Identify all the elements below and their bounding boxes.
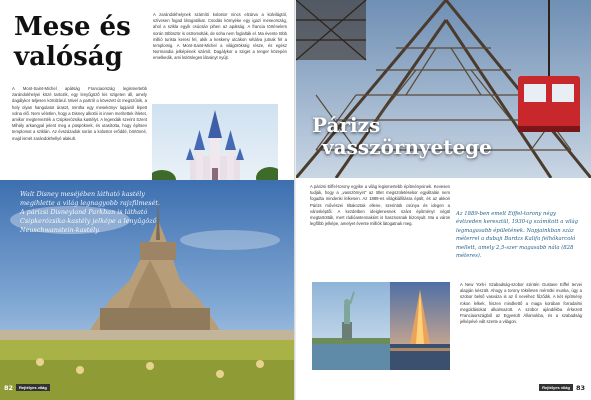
right-folio: [539, 383, 585, 392]
left-folio: [4, 383, 50, 392]
left-body-column-1: A Mont-Saint-Michel apátság Franciaország legismertebb zarándokhelyei közé tartozik, egy lenyűgöző kis szigeten áll, amely dagálykor teljesen körülzárul. Mivel a partról a kövezett út megszűnik, a hely olyan hangulatot áraszt, mintha egy mesekönyv lapjairól lépett volna elő. Nem véletlen, hogy a Disney alkotói is innen merítettek ihletet, amikor megtervezték a Csipkerózsika kastélyt. A legendák szerint Szent Mihály arkangyal jelent meg a püspöknek, és utasította, hogy építsen templomot a sziklán. Az évszázadok során a kolostor erőddé, börtönné, majd ismét zarándokhellyé alakult.: [12, 86, 147, 141]
right-body-column-2: A New York-i Szabadság-szobor szintén Gustave Eiffel tervei alapján készült. Ahogy a torony tökéletes mérnöki munka, úgy a szobor belső vasváza is az ő nevéhez fűződik. A két építmény rokon lelkek, hiszen mindkettő a maga korában forradalmi megoldásokat alkalmazott. A szobor ajándékba érkezett Franciaországból az Egyesült Államokba, és a szabadság jelképévé vált szerte a világon.: [460, 282, 582, 325]
title-line-1: Mese és: [14, 12, 131, 42]
right-page: [296, 0, 591, 400]
right-page-title: [312, 114, 572, 158]
left-body-column-2: A zarándokhelynek számító kolostor nincs elzárva a külvilágtól, szívesen fogad látogatókat. Csodás környéke egy igazi meseország, ahol a szikla egyik csúcsán pihen az apátság. A francia történelem során többször is ostromolták, de soha nem foglalták el. Ma évente több millió turista keresi fel, akik a keskeny utcákon sétálva jutnak fel a templomig. A Mont-Saint-Michel a világörökség része, és egész Normandia jelképének számít. Dagálykor a sziget a tenger közepén emelkedik, ami különleges látványt nyújt.: [153, 12, 287, 61]
title-line-2: valóság: [14, 42, 123, 72]
right-page-tag: Rejtélyes világ: [539, 384, 573, 391]
title-line-2: vasszörnyetege: [322, 135, 492, 159]
left-page: [0, 0, 295, 400]
title-line-1: Párizs: [312, 113, 381, 137]
eiffel-at-dusk-photo: [390, 282, 450, 370]
left-photo-caption: Walt Disney meséjében látható kastély megihlette a világ legnagyobb rajzfilmesét. A párizsi Disneyland Parkban is látható Csipkerózsika-kastély jelképe a lenyűgöző Neuschwanstein-kastély.: [20, 190, 160, 234]
left-page-number: 82: [4, 383, 14, 392]
pull-quote: Az 1889-ben emelt Eiffel-torony négy évtizeden keresztül, 1930-ig számított a világ legmagasabb épületének. Napjainkban száz méterrel a dubaji Burdzs Kalifa felhőkarcoló mellett, amely 2,5-szer magasabb nála (828 méteres).: [456, 211, 579, 260]
left-page-tag: Rejtélyes világ: [16, 384, 50, 391]
left-page-title: [14, 12, 144, 72]
right-body-column-1: A párizsi Eiffel-torony egyike a világ legismertebb építményeinek. Kevesen tudják, hogy a „vasszörnyet” az ötlet megszületésekor egyáltalán nem fogadta mindenki lelkesen. Az 1889-es világkiállításra épült, és az akkori Párizs művészei tiltakoztak ellene, szerintük csúnya és idegen a városképtől. A kezdetben ideiglenesnek szánt építményt végül megtartották, mert rádióantennaként is hasznosnak bizonyult. Ma a város legfőbb jelképe, amelyet évente milliók látogatnak meg.: [310, 184, 450, 227]
right-page-number: 83: [575, 383, 585, 392]
